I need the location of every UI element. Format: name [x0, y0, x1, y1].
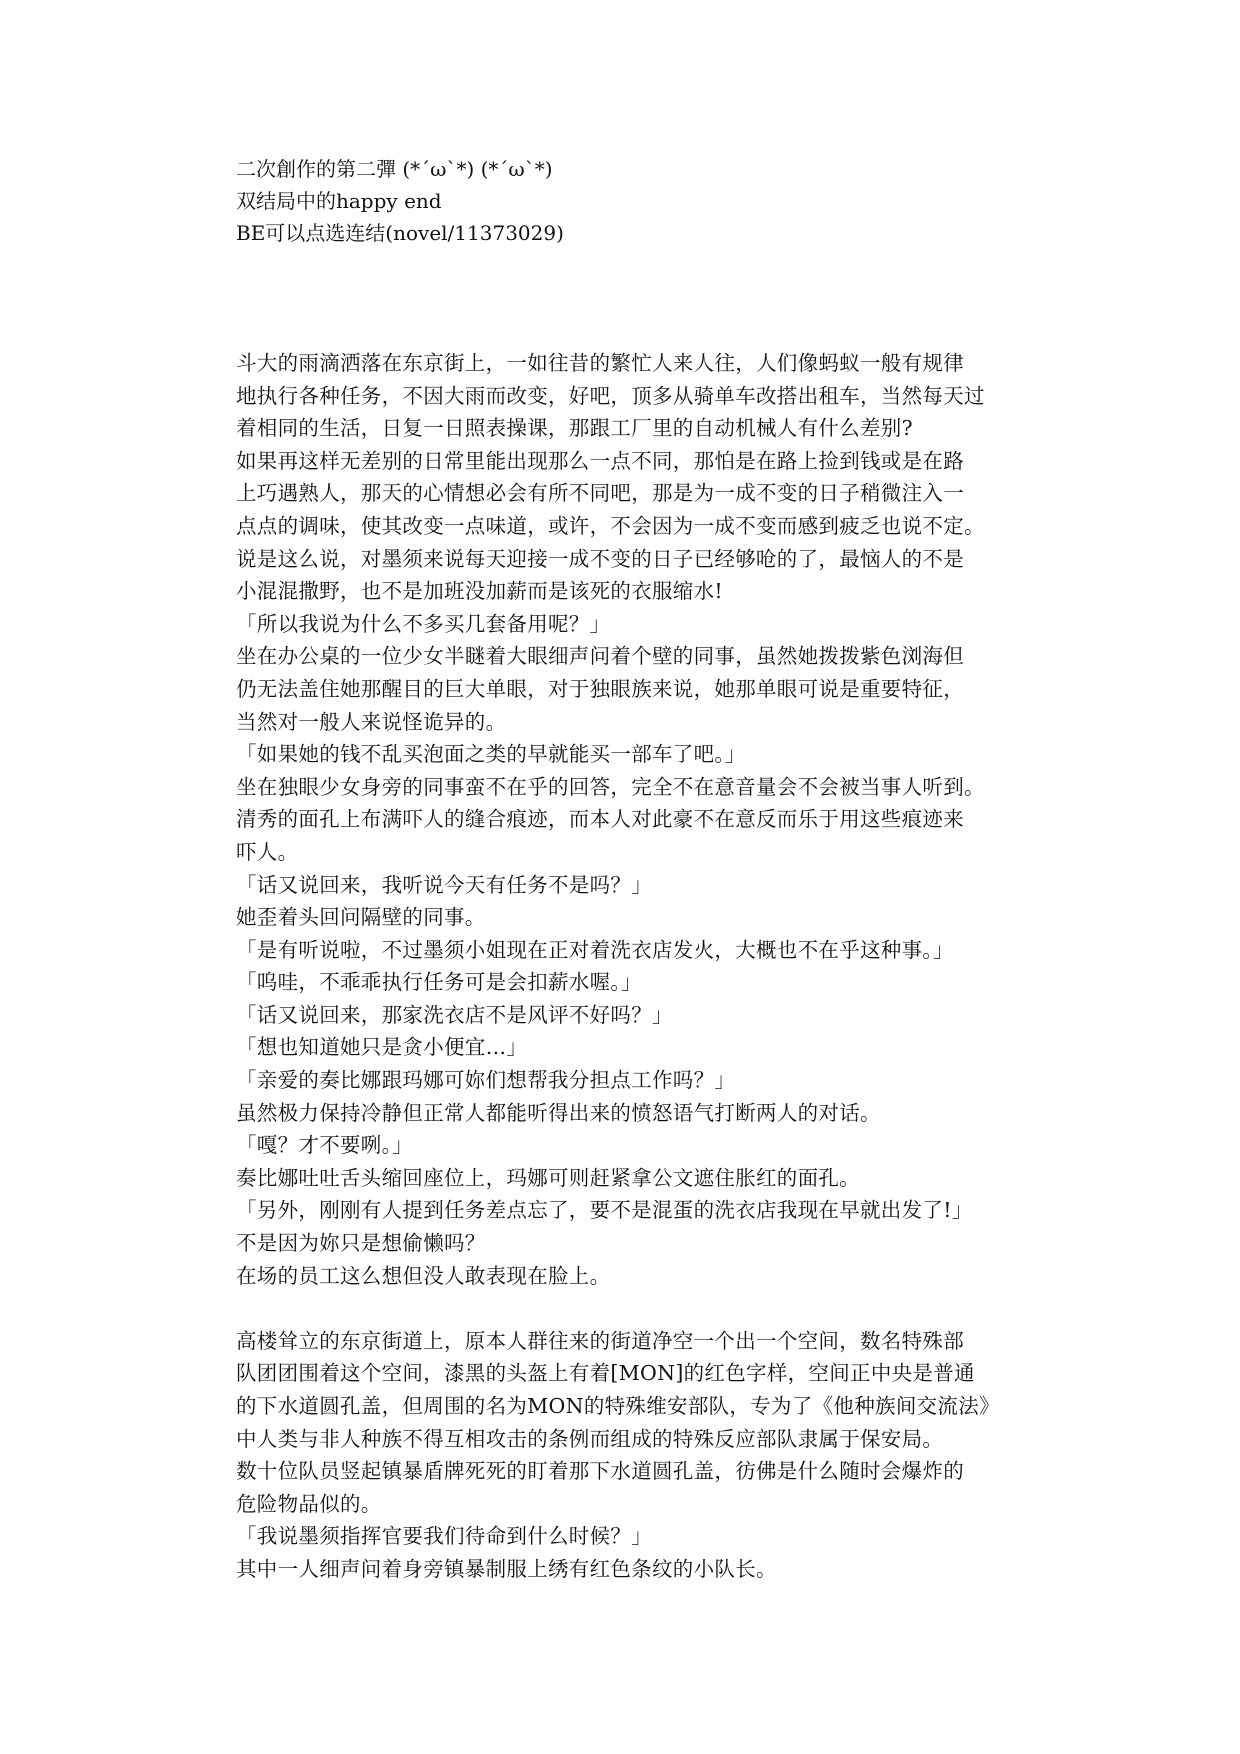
story-line: 高楼耸立的东京街道上，原本人群往来的街道净空一个出一个空间，数名特殊部 — [236, 1328, 964, 1353]
story-line: 「话又说回来，那家洗衣店不是风评不好吗？」 — [236, 1002, 673, 1027]
story-line: 「嘎？才不要咧。」 — [236, 1133, 413, 1158]
story-line: 在场的员工这么想但没人敢表现在脸上。 — [236, 1263, 611, 1288]
story-line: 仍无法盖住她那醒目的巨大单眼，对于独眼族来说，她那单眼可说是重要特征， — [236, 676, 964, 701]
story-line: 「如果她的钱不乱买泡面之类的早就能买一部车了吧。」 — [236, 742, 746, 767]
story-line: 上巧遇熟人，那天的心情想必会有所不同吧，那是为一成不变的日子稍微注入一 — [236, 481, 964, 506]
story-line: 其中一人细声问着身旁镇暴制服上绣有红色条纹的小队长。 — [236, 1556, 777, 1581]
story-line: 中人类与非人种族不得互相攻击的条例而组成的特殊反应部队隶属于保安局。 — [236, 1426, 944, 1451]
story-line: 「我说墨须指挥官要我们待命到什么时候？」 — [236, 1524, 652, 1549]
story-line: 如果再这样无差别的日常里能出现那么一点不同，那怕是在路上捡到钱或是在路 — [236, 448, 964, 473]
story-line: 小混混撒野，也不是加班没加薪而是该死的衣服缩水! — [236, 579, 723, 604]
story-line: 虽然极力保持冷静但正常人都能听得出来的愤怒语气打断两人的对话。 — [236, 1100, 881, 1125]
story-line: 「所以我说为什么不多买几套备用呢？」 — [236, 611, 611, 636]
story-line: 不是因为妳只是想偷懒吗？ — [236, 1231, 486, 1256]
author-note-line: BE可以点选连结(novel/11373029) — [236, 221, 564, 245]
story-line: 危险物品似的。 — [236, 1491, 382, 1516]
story-line: 「话又说回来，我听说今天有任务不是吗？」 — [236, 872, 652, 897]
story-line: 「是有听说啦，不过墨须小姐现在正对着洗衣店发火，大概也不在乎这种事。」 — [236, 937, 954, 962]
author-note-line: 二次創作的第二彈 (*´ω`*) (*´ω`*) — [236, 157, 553, 181]
story-line: 吓人。 — [236, 839, 299, 864]
story-line: 「亲爱的奏比娜跟玛娜可妳们想帮我分担点工作吗？」 — [236, 1068, 736, 1093]
story-line: 清秀的面孔上布满吓人的缝合痕迹，而本人对此豪不在意反而乐于用这些痕迹来 — [236, 807, 964, 832]
story-line: 当然对一般人来说怪诡异的。 — [236, 709, 507, 734]
story-body — [236, 347, 1018, 1586]
story-line: 队团团围着这个空间，漆黑的头盔上有着[MON]的红色字样，空间正中央是普通 — [236, 1361, 975, 1386]
story-line: 说是这么说，对墨须来说每天迎接一成不变的日子已经够呛的了，最恼人的不是 — [236, 546, 964, 571]
story-line: 坐在办公桌的一位少女半瞇着大眼细声问着个壁的同事，虽然她拨拨紫色浏海但 — [236, 644, 964, 669]
story-line: 「呜哇，不乖乖执行任务可是会扣薪水喔。」 — [236, 970, 642, 995]
story-line: 「想也知道她只是贪小便宜…」 — [236, 1035, 528, 1060]
story-line: 她歪着头回问隔壁的同事。 — [236, 905, 486, 930]
author-notes — [236, 153, 1016, 249]
story-line: 坐在独眼少女身旁的同事蛮不在乎的回答，完全不在意音量会不会被当事人听到。 — [236, 774, 985, 799]
story-line: 斗大的雨滴洒落在东京街上，一如往昔的繁忙人来人往，人们像蚂蚁一般有规律 — [236, 351, 964, 375]
story-line: 着相同的生活，日复一日照表操课，那跟工厂里的自动机械人有什么差别? — [236, 416, 913, 441]
story-line: 「另外，刚刚有人提到任务差点忘了，要不是混蛋的洗衣店我现在早就出发了!」 — [236, 1198, 973, 1223]
story-line: 的下水道圆孔盖，但周围的名为MON的特殊维安部队，专为了《他种族间交流法》 — [236, 1394, 1000, 1418]
paragraph-break — [236, 1292, 1018, 1325]
story-line: 奏比娜吐吐舌头缩回座位上，玛娜可则赶紧拿公文遮住胀红的面孔。 — [236, 1165, 860, 1190]
story-line: 数十位队员竖起镇暴盾牌死死的盯着那下水道圆孔盖，彷佛是什么随时会爆炸的 — [236, 1459, 964, 1484]
story-line: 点点的调味，使其改变一点味道，或许，不会因为一成不变而感到疲乏也说不定。 — [236, 513, 985, 538]
story-line: 地执行各种任务，不因大雨而改变，好吧，顶多从骑单车改搭出租车，当然每天过 — [236, 383, 985, 408]
author-note-line: 双结局中的happy end — [236, 189, 442, 213]
